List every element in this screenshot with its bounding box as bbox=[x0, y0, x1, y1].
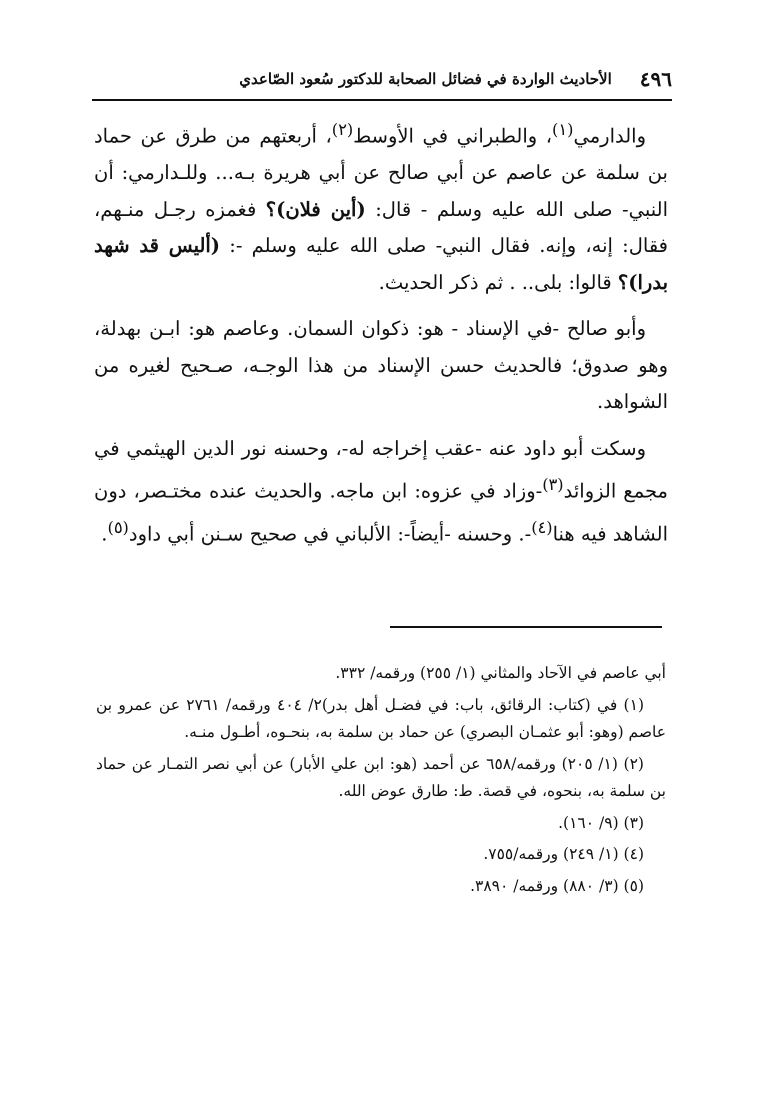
main-text bbox=[94, 112, 668, 563]
footnote-ref-3: (٣) bbox=[542, 475, 564, 494]
text-run: والدارمي bbox=[573, 124, 646, 148]
body-paragraph-2: وأبو صالح -في الإسناد - هو: ذكوان السمان. وعاصم هو: ابـن بهدلة، وهو صدوق؛ فالحديث حسن الإسناد من هذا الوجـه، صـحيح لغيره من الشواهد. bbox=[94, 317, 668, 413]
footnote-ref-1: (١) bbox=[552, 120, 574, 139]
footnote-ref-4: (٤) bbox=[531, 518, 553, 537]
text-run: قالوا: بلى.. . ثم ذكر الحديث. bbox=[378, 270, 618, 294]
running-title: الأحاديث الواردة في فضائل الصحابة للدكتور سُعود الصّاعدي bbox=[239, 70, 612, 88]
footnote-ref-5: (٥) bbox=[107, 518, 129, 537]
footnote-1: (١) في (كتاب: الرقائق، باب: في فضـل أهل بدر)٢/ ٤٠٤ ورقمه/ ٢٧٦١ عن عمرو بن عاصم (وهو: أبو عثمـان البصري) عن حماد بن سلمة به، بنحـوه، أطـول منـه. bbox=[96, 695, 666, 741]
text-run: وسكت أبو داود عنه -عقب إخراجه له-، وحسنه نور الدين الهيثمي في مجمع الزوائد bbox=[94, 436, 668, 503]
bold-quote-1: (أين فلان)؟ bbox=[265, 197, 366, 221]
footnote-3: (٣) (٩/ ١٦٠). bbox=[558, 813, 644, 832]
text-run: فغمزه رجـل منـهم، فقال: إنه، وإنه. فقال النبي- صلى الله عليه وسلم -: bbox=[94, 197, 669, 257]
text-run: -وزاد في عزوه: ابن ماجه. والحديث عنده مختـصر، دون الشاهد فيه هنا bbox=[94, 479, 668, 546]
text-run: . bbox=[101, 522, 108, 546]
footnote-2: (٢) (١/ ٢٠٥) ورقمه/٦٥٨ عن أحمد (هو: ابن علي الأبار) عن أبي نصر التمـار عن حماد بن سلمة به، بنحوه، في قصة. ط: طارق عوض الله. bbox=[96, 754, 666, 800]
body-paragraph-1 bbox=[94, 112, 668, 301]
footnote-ref-2: (٢) bbox=[331, 120, 354, 139]
page-number: ٤٩٦ bbox=[639, 67, 672, 91]
header-divider bbox=[92, 99, 672, 101]
footnote-4: (٤) (١/ ٢٤٩) ورقمه/٧٥٥. bbox=[483, 845, 644, 863]
footnote-continuation: أبي عاصم في الآحاد والمثاني (١/ ٢٥٥) ورقمه/ ٣٣٢. bbox=[335, 664, 666, 682]
bold-quote-2: (أليس قد شهد بدرا)؟ bbox=[94, 234, 668, 294]
text-run: ، أربعتهم من طرق عن حماد بن سلمة عن عاصم عن أبي صالح عن أبي هريرة بـه... وللـدارمي: أن النبي- صلى الله عليه وسلم - قال: bbox=[94, 124, 669, 221]
page-header bbox=[92, 62, 672, 96]
text-run: -. وحسنه -أيضاً-: الألباني في صحيح سـنن أبي داود bbox=[128, 522, 532, 546]
text-run: ، والطبراني في الأوسط bbox=[353, 124, 553, 148]
footnote-5: (٥) (٣/ ٨٨٠) ورقمه/ ٣٨٩٠. bbox=[470, 876, 644, 895]
footnote-divider bbox=[390, 626, 662, 628]
footnotes bbox=[96, 660, 666, 904]
body-paragraph-3 bbox=[94, 431, 668, 554]
